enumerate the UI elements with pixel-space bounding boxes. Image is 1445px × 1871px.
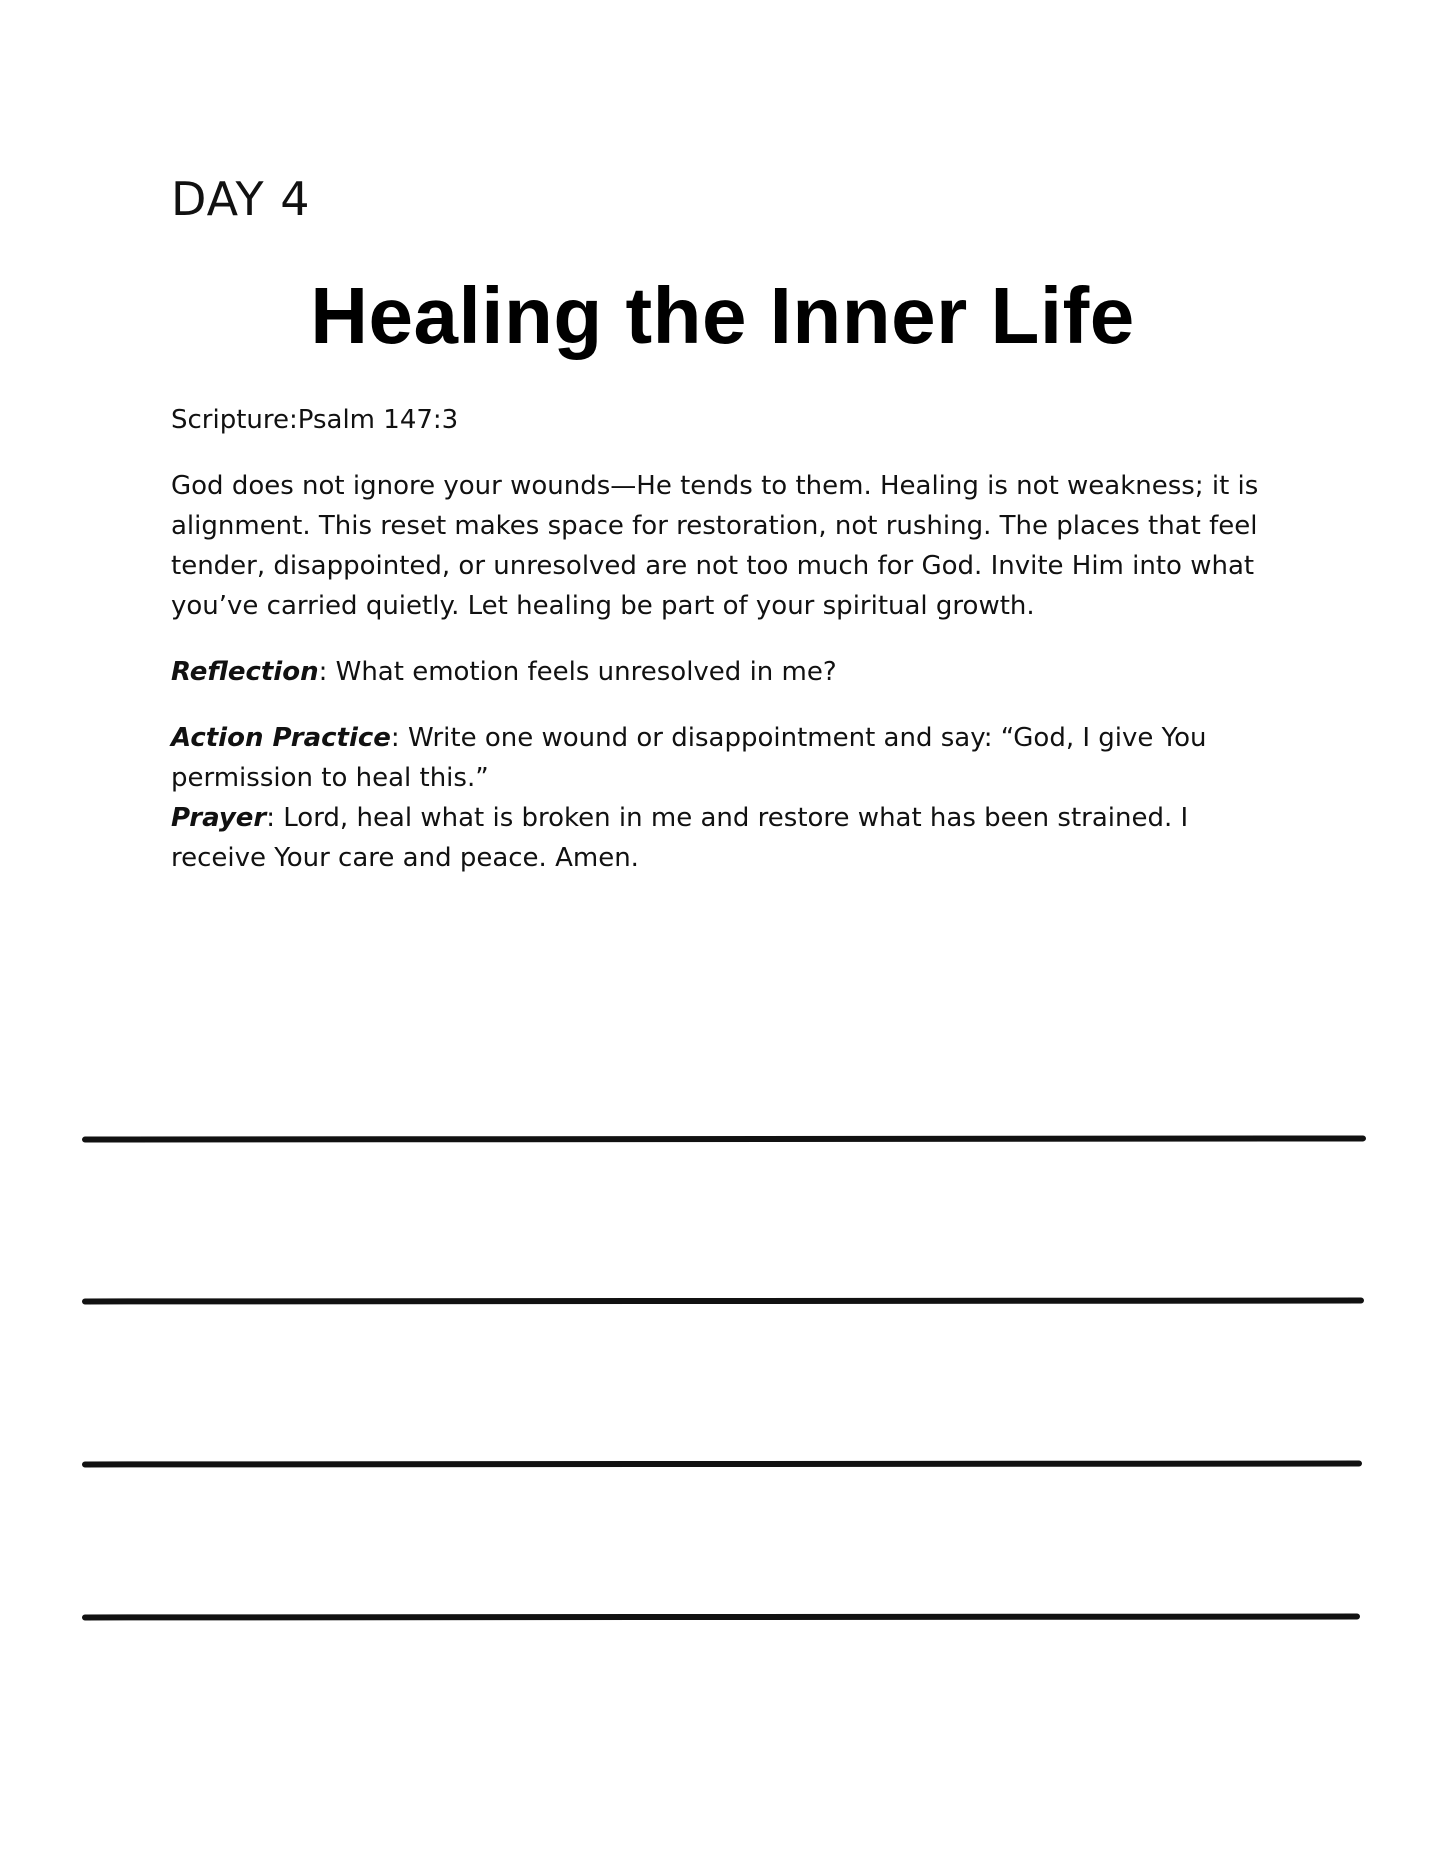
prayer-text: : Lord, heal what is broken in me and restore what has been strained. I receive Your care and peace. Amen. [171, 803, 1189, 873]
reflection-label: Reflection [171, 657, 319, 687]
devotional-body: God does not ignore your wounds—He tends to them. Healing is not weakness; it is alignment. This reset makes space for restoration, not rushing. The places that feel tender, disappointed, or unresolved are not too much for God. Invite Him into what you’ve carried quietly. Let healing be part of your spiritual growth. [171, 471, 1259, 621]
day-label: DAY 4 [171, 172, 311, 226]
writing-line-4 [82, 1614, 1360, 1621]
reflection-text: : What emotion feels unresolved in me? [318, 657, 837, 687]
prayer-section [171, 798, 1281, 878]
prayer-label: Prayer [171, 803, 267, 833]
writing-line-1 [82, 1135, 1366, 1142]
action-practice-section [171, 718, 1281, 798]
action-practice-label: Action Practice [171, 723, 391, 753]
scripture-reference: Scripture:Psalm 147:3 [171, 405, 459, 435]
page-title: Healing the Inner Life [310, 271, 1135, 360]
reflection-section [171, 652, 1281, 692]
devotional-content [171, 400, 1281, 878]
action-practice-text: : Write one wound or disappointment and say: “God, I give You permission to heal this.” [171, 723, 1207, 793]
writing-line-3 [82, 1461, 1362, 1468]
writing-line-2 [82, 1298, 1364, 1305]
